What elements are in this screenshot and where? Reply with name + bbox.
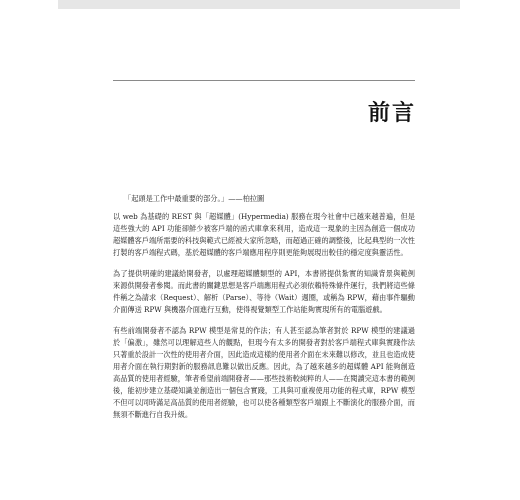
top-margin-band [58, 0, 460, 9]
chapter-rule [113, 80, 415, 81]
paragraph: 為了提供明確的建議給開發者，以處理超媒體類型的 API，本書將提供紮實的知識背景與範例來源供開發者參閱。而此書的關鍵思想是客戶端應用程式必須依賴特殊條件運行，我們將這些條件稱之為請求（Request）、解析（Parse）、等待（Wait）週圈，或稱為 RPW，藉由事件驅動介面傳送 RPW 與機器介面進行互動，使得視覺類型工作站能夠實現所有的電腦遊戲。 [113, 269, 415, 314]
body-text [113, 211, 415, 430]
paragraph: 有些前端開發者不認為 RPW 模型是常見的作法；有人甚至認為筆者對於 RPW 模型的建議過於「偏激」，雖然可以理解這些人的觀點，但現今有太多的開發者對於客戶端程式庫與實踐作法只著重於設計一次性的使用者介面，因此造成這樣的使用者介面在未來難以修改，並且也造成使用者介面在執行期對新的服務訊息難以做出反應。因此，為了越來越多的超媒體 API 能夠創造高品質的使用者經驗，筆者希望前端開發者——那些技術較純粹的人——在閱讀完這本書的範例後，能初步建立基礎知識並創造出一個包含實踐，工具與可重複使用功能的程式庫，RPW 模型不但可以同時滿足高品質的使用者經驗，也可以使各種類型客戶端跟上不斷演化的服務介面，而無須不斷進行自我升級。 [113, 326, 415, 419]
chapter-title: 前言 [367, 101, 416, 126]
epigraph: 「起頭是工作中最重要的部分。」——柏拉圖 [124, 194, 265, 203]
paragraph: 以 web 為基礎的 REST 與「超媒體」(Hypermedia) 服務在現今社會中已越來越普遍，但是這些強大的 API 功能卻鮮少被客戶端的函式庫拿來利用，造成這一現象的主因為創造一個成功超媒體客戶端所需要的科技與範式已經被大家所忽略，而超過正確的調整後，比起典型的一次性打製的客戶端程式碼，基於超媒體的客戶端應用程序則更能夠展現出較佳的穩定度與靈活性。 [113, 212, 415, 257]
